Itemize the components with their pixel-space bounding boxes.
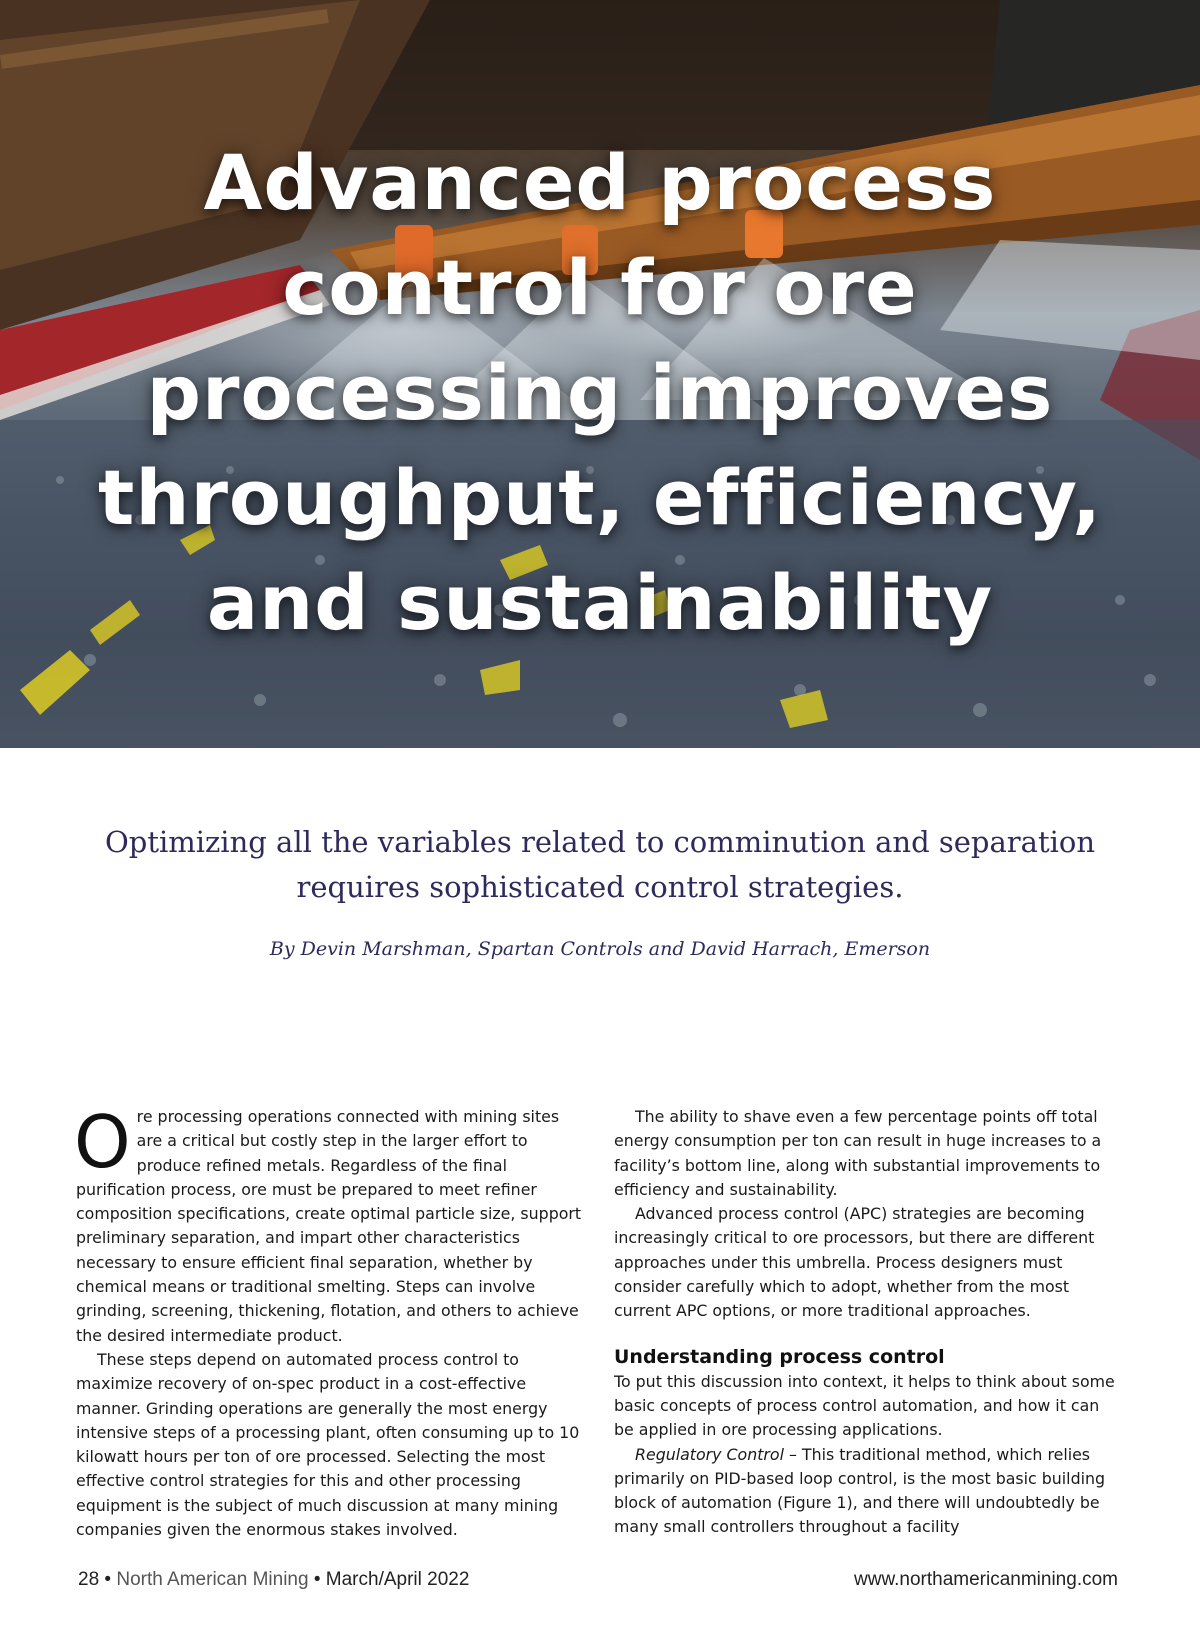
body-paragraph: [614, 1443, 1122, 1540]
folio: [78, 1569, 469, 1591]
hero-photo: [0, 0, 1200, 748]
section-heading: Understanding process control: [614, 1345, 945, 1368]
body-paragraph: Advanced process control (APC) strategies are becoming increasingly critical to ore processors, but there are different approaches under this umbrella. Process designers must consider carefully which to adopt, whether from the most current APC options, or more traditional approaches.: [614, 1204, 1095, 1321]
website-url: www.northamericanmining.com: [854, 1569, 1118, 1590]
page-number: 28: [78, 1569, 100, 1590]
article-title: Advanced process control for ore processing improves throughput, efficiency, and sustainability: [98, 138, 1102, 647]
body-paragraph: To put this discussion into context, it helps to think about some basic concepts of process control automation, and how it can be applied in ore processing applications.: [614, 1371, 1115, 1440]
body-column-right: [614, 1105, 1122, 1540]
article-byline: By Devin Marshman, Spartan Controls and David Harrach, Emerson: [269, 938, 931, 960]
term-label: Regulatory Control: [635, 1444, 784, 1464]
body-column-left: [74, 1100, 584, 1542]
body-text: – This traditional method, which relies primarily on PID-based loop control, is the most basic building block of automation (Figure 1), and there will undoubtedly be many small controllers throughout a facility: [614, 1444, 1106, 1537]
separator: •: [99, 1569, 117, 1590]
body-text: re processing operations connected with mining sites are a critical but costly step in the larger effort to produce refined metals. Regardless of the final purification process, ore must be prepared to meet refiner composition specifications, create optimal particle size, support preliminary separation, and impart other characteristics necessary to ensure efficient final separation, whether by chemical means or traditional smelting. Steps can involve grinding, screening, thickening, flotation, and others to achieve the desired intermediate product.: [76, 1107, 582, 1345]
drop-cap: O: [74, 1100, 131, 1184]
issue-date: March/April 2022: [325, 1569, 470, 1590]
article-deck: Optimizing all the variables related to comminution and separation requires sophisticated control strategies.: [104, 825, 1096, 904]
body-paragraph: The ability to shave even a few percentage points off total energy consumption per ton can result in huge increases to a facility’s bottom line, along with substantial improvements to efficiency and sustainability.: [614, 1107, 1102, 1199]
separator: •: [308, 1569, 326, 1590]
page-footer: [78, 1569, 1118, 1597]
body-paragraph: [74, 1100, 584, 1348]
publication-name: North American Mining: [116, 1569, 309, 1590]
body-paragraph: These steps depend on automated process control to maximize recovery of on-spec product in a cost-effective manner. Grinding operations are generally the most energy intensive steps of a processing plant, often consuming up to 10 kilowatt hours per ton of ore processed. Selecting the most effective control strategies for this and other processing equipment is the subject of much discussion at many mining companies given the enormous stakes involved.: [76, 1349, 580, 1540]
